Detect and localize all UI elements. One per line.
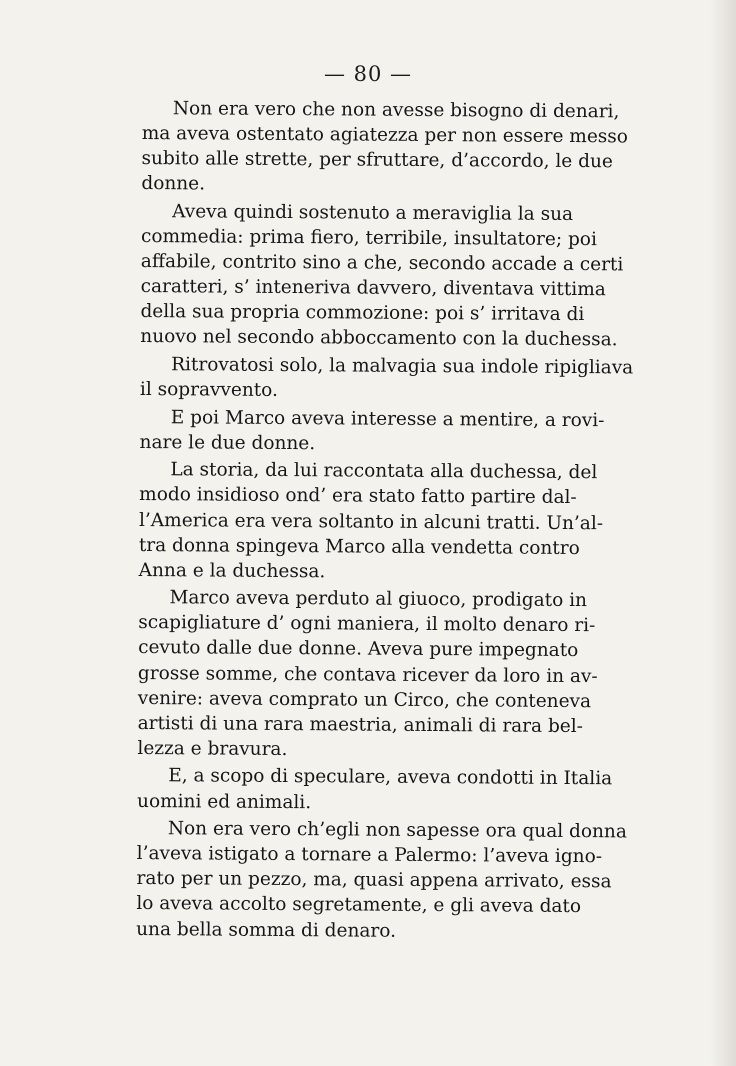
text-line: caratteri, s’ inteneriva davvero, diventava vittima — [140, 276, 606, 301]
text-line: nare le due donne. — [139, 431, 316, 454]
text-line: uomini ed animali. — [137, 790, 312, 813]
paragraph — [139, 457, 640, 586]
text-line: commedia: prima fiero, terribile, insultatore; poi — [140, 225, 597, 251]
text-line: l’aveva istigato a tornare a Palermo: l’aveva igno- — [136, 843, 603, 868]
text-line: Non era vero ch’egli non sapesse ora qual donna — [167, 818, 627, 843]
paragraph — [137, 763, 637, 817]
text-line: modo insidioso ond’ era stato fatto partire dal- — [139, 484, 577, 509]
text-line: Non era vero che non avesse bisogno di denari, — [172, 98, 620, 123]
paragraph — [140, 199, 641, 353]
text-line: E, a scopo di speculare, aveva condotti in Italia — [168, 765, 613, 790]
paragraph — [137, 585, 638, 764]
text-line: grosse somme, che contava ricever da loro in av- — [137, 662, 598, 687]
text-line: Marco aveva perduto al giuoco, prodigato in — [169, 587, 588, 612]
text-line: Anna e la duchessa. — [138, 559, 326, 582]
page-number: — 80 — — [323, 62, 413, 86]
paragraph — [139, 405, 639, 459]
paragraph — [136, 816, 637, 945]
text-line: una bella somma di denaro. — [136, 918, 397, 942]
text-line: lo aveva accolto segretamente, e gli aveva dato — [136, 893, 582, 918]
text-line: lezza e bravura. — [137, 737, 288, 760]
text-line: venire: aveva comprato un Circo, che conteneva — [137, 687, 592, 712]
text-line: Aveva quindi sostenuto a meraviglia la sua — [172, 201, 574, 225]
text-line: donne. — [141, 173, 206, 195]
text-line: Ritrovatosi solo, la malvagia sua indole ripigliava — [171, 354, 634, 379]
text-line: cevuto dalle due donne. Aveva pure impegnato — [138, 637, 579, 662]
text-line: artisti di una rara maestria, animali di rara bel- — [137, 712, 584, 737]
text-line: della sua propria commozione: poi s’ irritava di — [140, 301, 585, 326]
text-line: affabile, contrito sino a che, secondo accade a certi — [140, 251, 624, 276]
paragraph — [140, 352, 640, 406]
text-line: E poi Marco aveva interesse a mentire, a rovi- — [170, 406, 605, 431]
text-line: ma aveva ostentato agiatezza per non essere messo — [141, 123, 629, 148]
page-edge-shadow — [710, 0, 736, 1066]
text-line: subito alle strette, per sfruttare, d’accordo, le due — [141, 148, 613, 173]
text-line: rato per un pezzo, ma, quasi appena arrivato, essa — [136, 868, 612, 893]
text-line: l’America era vera soltanto in alcuni tratti. Un’al- — [138, 509, 604, 534]
text-line: scapigliature d’ ogni maniera, il molto denaro ri- — [138, 612, 596, 637]
text-line: tra donna spingeva Marco alla vendetta contro — [138, 534, 580, 559]
text-line: il sopravvento. — [139, 379, 278, 401]
text-line: nuovo nel secondo abboccamento con la duchessa. — [140, 326, 618, 351]
text-line: La storia, da lui raccontata alla duchessa, del — [170, 459, 598, 484]
body-text — [136, 96, 642, 948]
paragraph — [141, 96, 642, 200]
